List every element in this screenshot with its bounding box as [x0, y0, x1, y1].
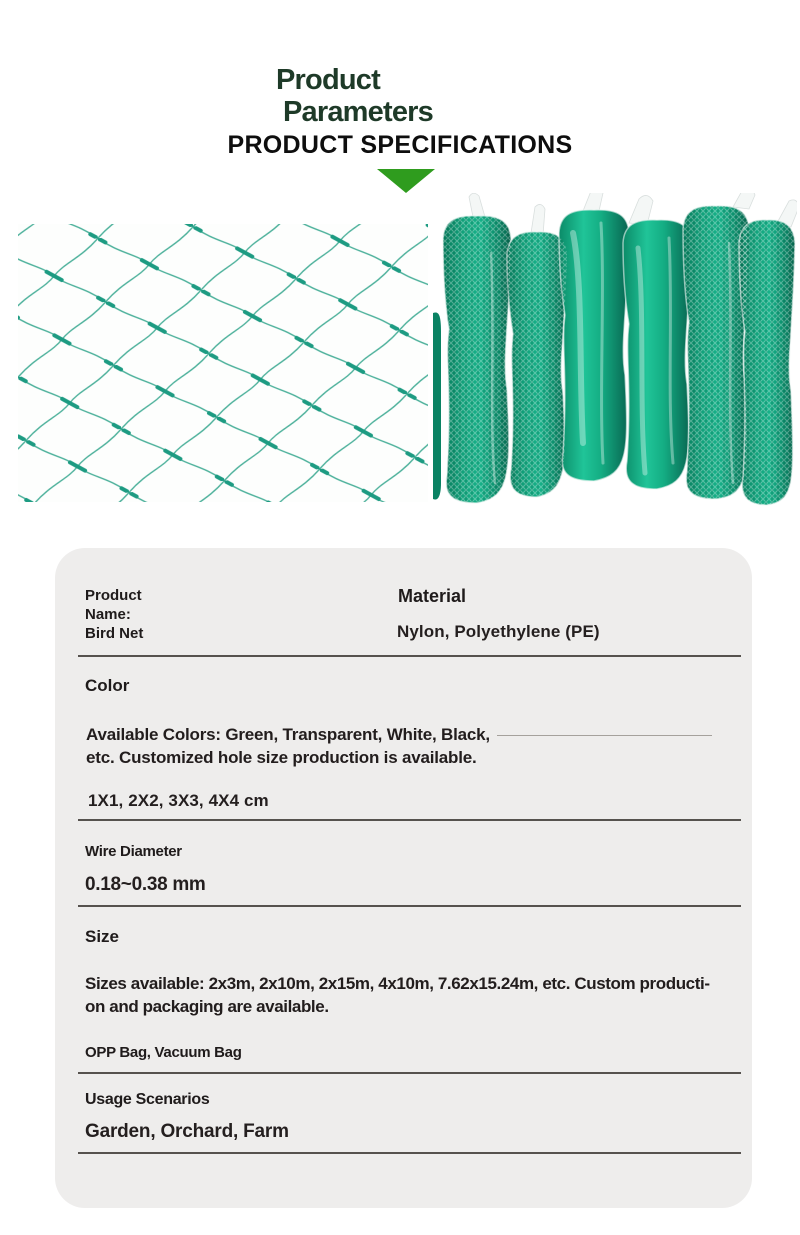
- size-description-line1: Sizes available: 2x3m, 2x10m, 2x15m, 4x10m, 7.62x15.24m, etc. Custom producti-: [85, 974, 710, 993]
- wire-diameter-value: 0.18~0.38 mm: [85, 874, 206, 895]
- product-name-value: Bird Net: [85, 625, 144, 642]
- hole-sizes-value: 1X1, 2X2, 3X3, 4X4 cm: [88, 791, 269, 810]
- color-description-line1: Available Colors: Green, Transparent, White, Black,: [86, 725, 490, 744]
- page-subtitle: PRODUCT SPECIFICATIONS: [227, 131, 573, 159]
- wire-diameter-label: Wire Diameter: [85, 843, 182, 860]
- material-label: Material: [398, 586, 467, 606]
- page-title-line2: Parameters: [283, 96, 433, 128]
- product-name-label: Product Name:: [85, 587, 142, 623]
- net-bundles-photo: [433, 193, 797, 513]
- arrow-down-icon: [377, 169, 435, 193]
- divider: [78, 905, 741, 907]
- size-description: [85, 973, 750, 1018]
- color-description-line2: etc. Customized hole size production is available.: [86, 747, 477, 767]
- usage-scenarios-value: Garden, Orchard, Farm: [85, 1121, 289, 1142]
- size-description-line2: on and packaging are available.: [85, 996, 329, 1016]
- usage-scenarios-label: Usage Scenarios: [85, 1091, 210, 1108]
- page-title: [276, 64, 433, 128]
- divider: [78, 655, 741, 657]
- product-name-cell: [85, 586, 177, 643]
- divider: [78, 1072, 741, 1074]
- size-heading: Size: [85, 927, 120, 946]
- color-heading: Color: [85, 676, 130, 695]
- page-title-line1: Product: [276, 64, 380, 96]
- material-value: Nylon, Polyethylene (PE): [397, 622, 600, 641]
- spec-card: [55, 548, 752, 1208]
- packaging-value: OPP Bag, Vacuum Bag: [85, 1044, 242, 1061]
- color-description: [86, 724, 566, 769]
- divider: [78, 1152, 741, 1154]
- net-mesh-photo: [18, 224, 428, 502]
- divider: [78, 819, 741, 821]
